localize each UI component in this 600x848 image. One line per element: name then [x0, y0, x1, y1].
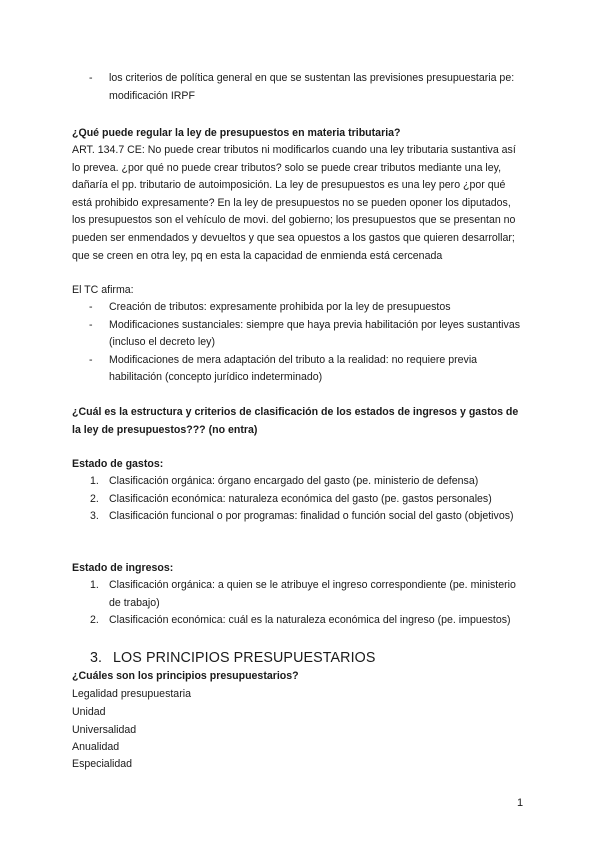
- list-item-text: Clasificación orgánica: órgano encargado del gasto (pe. ministerio de defensa): [109, 475, 479, 487]
- principle-item: Legalidad presupuestaria: [72, 688, 191, 700]
- estado-gastos-heading: Estado de gastos:: [72, 458, 164, 470]
- list-number: 1.: [90, 579, 99, 591]
- gastos-numbered-list: [72, 473, 524, 526]
- principle-item: Unidad: [72, 706, 106, 718]
- list-item: [72, 352, 524, 387]
- section-title: LOS PRINCIPIOS PRESUPUESTARIOS: [113, 650, 376, 666]
- list-item-text: Creación de tributos: expresamente prohibida por la ley de presupuestos: [109, 301, 451, 313]
- page-number: 1: [517, 797, 524, 809]
- list-item-text: Clasificación funcional o por programas: finalidad o función social del gasto (objetivos): [109, 510, 514, 523]
- list-item: [72, 317, 524, 352]
- list-item-text: Clasificación económica: naturaleza económica del gasto (pe. gastos personales): [109, 492, 492, 505]
- tc-bullet-list: [72, 299, 524, 387]
- dash-marker: -: [89, 301, 93, 313]
- dash-marker: -: [89, 72, 93, 84]
- dash-marker: -: [89, 353, 93, 366]
- list-item-text: Modificaciones sustanciales: siempre que haya previa habilitación por leyes sustantivas (incluso el decreto ley): [109, 318, 521, 349]
- list-number: 2.: [90, 614, 99, 627]
- list-item-text: los criterios de política general en que se sustentan las previsiones presupuestaria pe: modificación IRPF: [109, 72, 515, 102]
- list-item: [72, 491, 524, 509]
- list-number: 3.: [90, 510, 99, 523]
- list-item: [72, 70, 524, 105]
- list-item-text: Clasificación económica: cuál es la naturaleza económica del ingreso (pe. impuestos): [109, 614, 511, 627]
- section-number: 3.: [90, 650, 103, 666]
- principle-item: Especialidad: [72, 758, 133, 770]
- list-item-text: Clasificación orgánica: a quien se le atribuye el ingreso correspondiente (pe. ministerio de trabajo): [109, 579, 516, 609]
- question-estructura-title: ¿Cuál es la estructura y criterios de clasificación de los estados de ingresos y gastos de la ley de presupuestos??? (no entra): [72, 406, 519, 436]
- list-item: [72, 473, 524, 491]
- list-item: [72, 508, 524, 526]
- question-tributaria-body: ART. 134.7 CE: No puede crear tributos ni modificarlos cuando una ley tributaria sustantiva así lo prevea. ¿por qué no puede crear tributos? solo se puede crear tributos mediante una ley, dañaría el pp. tributario de autoimposición. La ley de presupuestos es una ley pero ¿por qué está prohibido expresamente? En la ley de presupuestos no se pueden oponer los diputados, los presupuestos son el vehículo de movi. del gobierno; los presupuestos que se presentan no pueden ser enmendados y devueltos y que sea opuestos a los gastos que quieren desarrollar; que se creen en otra ley, pq en esta la capacidad de enmienda está cercenada: [72, 144, 516, 262]
- list-item: [72, 577, 524, 612]
- tc-intro: El TC afirma:: [72, 284, 134, 296]
- list-number: 1.: [90, 475, 99, 487]
- ingresos-numbered-list: [72, 577, 524, 630]
- list-item: [72, 299, 524, 317]
- question-tributaria-title: ¿Qué puede regular la ley de presupuestos en materia tributaria?: [72, 127, 401, 139]
- principios-question: ¿Cuáles son los principios presupuestarios?: [72, 670, 299, 682]
- estado-ingresos-heading: Estado de ingresos:: [72, 562, 174, 574]
- list-item: [72, 612, 524, 630]
- list-number: 2.: [90, 492, 99, 505]
- principle-item: Universalidad: [72, 724, 137, 736]
- section-heading: [90, 648, 376, 668]
- list-item-text: Modificaciones de mera adaptación del tributo a la realidad: no requiere previa habilitación (concepto jurídico indeterminado): [109, 353, 478, 384]
- top-bullet-list: [72, 70, 524, 105]
- principle-item: Anualidad: [72, 741, 120, 753]
- dash-marker: -: [89, 318, 93, 331]
